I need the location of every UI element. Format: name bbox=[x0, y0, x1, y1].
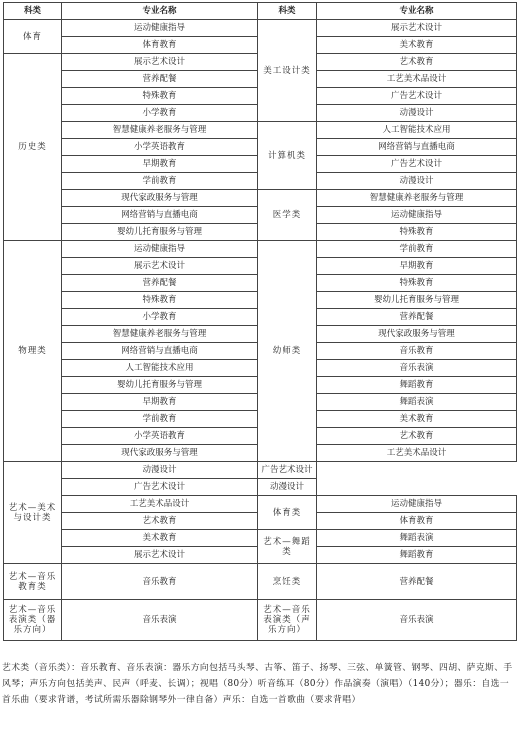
major-cell-right: 动漫设计 bbox=[317, 105, 517, 122]
major-cell-left: 小学英语教育 bbox=[62, 139, 258, 156]
major-cell-right: 舞蹈教育 bbox=[317, 377, 517, 394]
major-cell-left: 广告艺术设计 bbox=[62, 479, 258, 496]
header-category-left: 科类 bbox=[4, 3, 62, 20]
table-row bbox=[4, 564, 517, 600]
category-cell-left: 体育 bbox=[4, 20, 62, 54]
major-cell-left: 学前教育 bbox=[62, 173, 258, 190]
footnote: 艺术类（音乐类）：音乐教育、音乐表演：器乐方向包括马头琴、古筝、笛子、扬琴、三弦、单簧管、钢琴、四胡、萨克斯、手风琴；声乐方向包括美声、民声（呼麦、长调）；视唱（80分）听音练耳（80分）作品演奏（演唱）（140分）；器乐：自选一首乐曲（要求背谱，考试所需乐器除钢琴外一律自备）声乐：自选一首歌曲（要求背唱） bbox=[2, 663, 513, 705]
major-cell-right: 广告艺术设计 bbox=[258, 462, 317, 479]
major-cell-right: 工艺美术品设计 bbox=[317, 445, 517, 462]
major-cell-right: 舞蹈表演 bbox=[317, 530, 517, 547]
category-cell-right: 烹饪类 bbox=[258, 564, 317, 600]
major-cell-left: 婴幼儿托育服务与管理 bbox=[62, 224, 258, 241]
major-cell-right: 动漫设计 bbox=[317, 173, 517, 190]
major-cell-right: 音乐教育 bbox=[317, 343, 517, 360]
major-cell-left: 展示艺术设计 bbox=[62, 258, 258, 275]
header-category-right: 科类 bbox=[258, 3, 317, 20]
major-cell-right: 音乐表演 bbox=[317, 360, 517, 377]
major-cell-left: 早期教育 bbox=[62, 156, 258, 173]
category-cell-left: 艺术—音乐表演类（器乐方向） bbox=[4, 600, 62, 641]
major-cell-right: 舞蹈教育 bbox=[317, 547, 517, 564]
major-cell-right: 人工智能技术应用 bbox=[317, 122, 517, 139]
major-cell-left: 特殊教育 bbox=[62, 292, 258, 309]
category-cell-right: 艺术—舞蹈类 bbox=[258, 530, 317, 564]
table-row bbox=[4, 241, 517, 258]
table-header-row bbox=[4, 3, 517, 20]
major-cell-right: 工艺美术品设计 bbox=[317, 71, 517, 88]
major-cell-right: 美术教育 bbox=[317, 411, 517, 428]
major-cell-left: 智慧健康养老服务与管理 bbox=[62, 326, 258, 343]
major-cell-right: 广告艺术设计 bbox=[317, 156, 517, 173]
major-cell-right: 美术教育 bbox=[317, 37, 517, 54]
major-cell-left: 工艺美术品设计 bbox=[62, 496, 258, 513]
major-cell-left: 运动健康指导 bbox=[62, 241, 258, 258]
category-cell-left: 历史类 bbox=[4, 54, 62, 241]
major-cell-right: 早期教育 bbox=[317, 258, 517, 275]
major-cell-left: 艺术教育 bbox=[62, 513, 258, 530]
table-row bbox=[4, 190, 517, 207]
major-cell-left: 展示艺术设计 bbox=[62, 547, 258, 564]
major-cell-right: 运动健康指导 bbox=[317, 207, 517, 224]
major-cell-left: 小学教育 bbox=[62, 105, 258, 122]
major-cell-right: 现代家政服务与管理 bbox=[317, 326, 517, 343]
major-cell-right: 智慧健康养老服务与管理 bbox=[317, 190, 517, 207]
category-cell-right: 体育类 bbox=[258, 496, 317, 530]
major-cell-left: 现代家政服务与管理 bbox=[62, 190, 258, 207]
major-cell-right: 音乐表演 bbox=[317, 600, 517, 641]
major-cell-left: 网络营销与直播电商 bbox=[62, 343, 258, 360]
major-cell-left: 体育教育 bbox=[62, 37, 258, 54]
major-cell-left: 特殊教育 bbox=[62, 88, 258, 105]
major-cell-right: 特殊教育 bbox=[317, 224, 517, 241]
major-cell-left: 营养配餐 bbox=[62, 275, 258, 292]
table-row bbox=[4, 496, 517, 513]
major-cell-right: 婴幼儿托育服务与管理 bbox=[317, 292, 517, 309]
major-cell-left: 小学教育 bbox=[62, 309, 258, 326]
major-cell-right: 舞蹈表演 bbox=[317, 394, 517, 411]
major-cell-left: 动漫设计 bbox=[62, 462, 258, 479]
major-cell-right: 特殊教育 bbox=[317, 275, 517, 292]
major-cell-right: 网络营销与直播电商 bbox=[317, 139, 517, 156]
category-cell-left: 物理类 bbox=[4, 241, 62, 462]
major-cell-right: 运动健康指导 bbox=[317, 496, 517, 513]
category-cell-right: 艺术—音乐表演类（声乐方向） bbox=[258, 600, 317, 641]
major-cell-left: 婴幼儿托育服务与管理 bbox=[62, 377, 258, 394]
major-cell-left: 运动健康指导 bbox=[62, 20, 258, 37]
major-cell-left: 美术教育 bbox=[62, 530, 258, 547]
major-cell-left: 人工智能技术应用 bbox=[62, 360, 258, 377]
table-row bbox=[4, 122, 517, 139]
major-cell-left: 网络营销与直播电商 bbox=[62, 207, 258, 224]
category-cell-right: 幼师类 bbox=[258, 241, 317, 462]
category-cell-left: 艺术—音乐教育类 bbox=[4, 564, 62, 600]
major-cell-left: 音乐教育 bbox=[62, 564, 258, 600]
major-cell-left: 现代家政服务与管理 bbox=[62, 445, 258, 462]
major-cell-left: 展示艺术设计 bbox=[62, 54, 258, 71]
table-row bbox=[4, 600, 517, 641]
major-cell-left: 智慧健康养老服务与管理 bbox=[62, 122, 258, 139]
category-cell-right: 美工设计类 bbox=[258, 20, 317, 122]
table-row bbox=[4, 479, 517, 496]
table-row bbox=[4, 20, 517, 37]
table-row bbox=[4, 462, 517, 479]
major-cell-left: 学前教育 bbox=[62, 411, 258, 428]
major-cell-right: 展示艺术设计 bbox=[317, 20, 517, 37]
major-cell-left: 早期教育 bbox=[62, 394, 258, 411]
category-cell-right: 计算机类 bbox=[258, 122, 317, 190]
table-body bbox=[4, 20, 517, 641]
major-cell-right: 营养配餐 bbox=[317, 309, 517, 326]
major-cell-right: 动漫设计 bbox=[258, 479, 317, 496]
major-cell-right: 学前教育 bbox=[317, 241, 517, 258]
major-cell-right: 广告艺术设计 bbox=[317, 88, 517, 105]
major-cell-left: 营养配餐 bbox=[62, 71, 258, 88]
category-cell-right: 医学类 bbox=[258, 190, 317, 241]
header-major-right: 专业名称 bbox=[317, 3, 517, 20]
major-table bbox=[3, 2, 517, 641]
major-cell-right: 艺术教育 bbox=[317, 428, 517, 445]
table-row bbox=[4, 530, 517, 547]
category-cell-left: 艺术—美术与设计类 bbox=[4, 462, 62, 564]
header-major-left: 专业名称 bbox=[62, 3, 258, 20]
major-cell-left: 小学英语教育 bbox=[62, 428, 258, 445]
major-cell-right: 营养配餐 bbox=[317, 564, 517, 600]
major-cell-left: 音乐表演 bbox=[62, 600, 258, 641]
major-cell-right: 艺术教育 bbox=[317, 54, 517, 71]
major-cell-right: 体育教育 bbox=[317, 513, 517, 530]
